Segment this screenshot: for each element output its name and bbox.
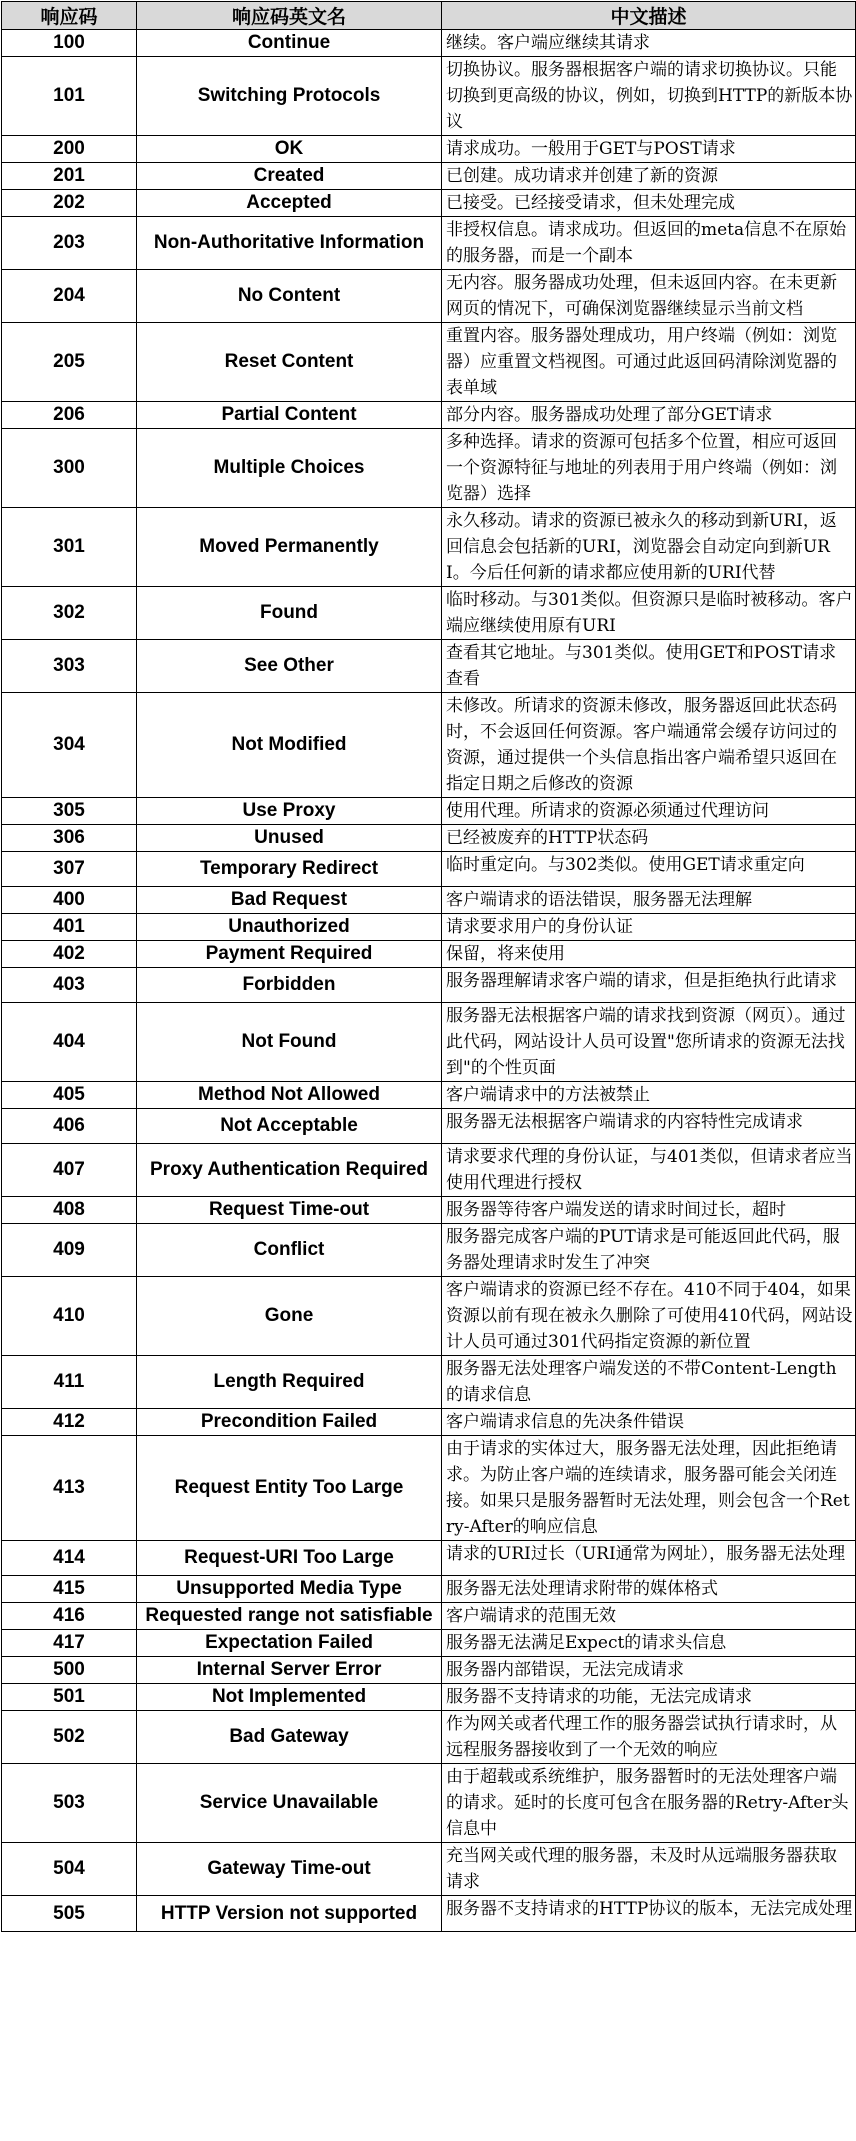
http-status-table <box>1 1 856 1932</box>
table-row <box>2 1436 856 1541</box>
status-code-cell: 411 <box>2 1356 137 1409</box>
status-name-cell: Gateway Time-out <box>137 1843 442 1896</box>
status-name-cell: Request Entity Too Large <box>137 1436 442 1541</box>
status-name-cell: Bad Gateway <box>137 1711 442 1764</box>
status-name-cell: Temporary Redirect <box>137 852 442 887</box>
status-name-cell: Not Implemented <box>137 1684 442 1711</box>
status-description-cell: 服务器无法根据客户端的请求找到资源（网页）。通过此代码，网站设计人员可设置"您所请求的资源无法找到"的个性页面 <box>442 1003 856 1082</box>
status-code-cell: 201 <box>2 163 137 190</box>
status-code-cell: 205 <box>2 323 137 402</box>
table-row <box>2 941 856 968</box>
status-code-cell: 202 <box>2 190 137 217</box>
status-name-cell: Multiple Choices <box>137 429 442 508</box>
status-code-cell: 200 <box>2 136 137 163</box>
status-name-cell: Service Unavailable <box>137 1764 442 1843</box>
status-code-cell: 305 <box>2 798 137 825</box>
status-name-cell: Non-Authoritative Information <box>137 217 442 270</box>
status-name-cell: Requested range not satisfiable <box>137 1603 442 1630</box>
status-code-cell: 402 <box>2 941 137 968</box>
table-row <box>2 402 856 429</box>
status-code-cell: 301 <box>2 508 137 587</box>
status-description-cell: 服务器无法处理客户端发送的不带Content-Length的请求信息 <box>442 1356 856 1409</box>
status-description-cell: 请求成功。一般用于GET与POST请求 <box>442 136 856 163</box>
status-description-cell: 临时移动。与301类似。但资源只是临时被移动。客户端应继续使用原有URI <box>442 587 856 640</box>
status-code-cell: 405 <box>2 1082 137 1109</box>
status-code-cell: 406 <box>2 1109 137 1144</box>
table-row <box>2 1144 856 1197</box>
table-row <box>2 1082 856 1109</box>
status-code-cell: 204 <box>2 270 137 323</box>
table-row <box>2 968 856 1003</box>
status-name-cell: OK <box>137 136 442 163</box>
table-row <box>2 852 856 887</box>
status-description-cell: 由于超载或系统维护，服务器暂时的无法处理客户端的请求。延时的长度可包含在服务器的Retry-After头信息中 <box>442 1764 856 1843</box>
status-code-cell: 500 <box>2 1657 137 1684</box>
status-description-cell: 永久移动。请求的资源已被永久的移动到新URI，返回信息会包括新的URI，浏览器会自动定向到新URI。今后任何新的请求都应使用新的URI代替 <box>442 508 856 587</box>
status-name-cell: Switching Protocols <box>137 57 442 136</box>
header-code: 响应码 <box>2 2 137 30</box>
status-name-cell: Internal Server Error <box>137 1657 442 1684</box>
status-name-cell: Proxy Authentication Required <box>137 1144 442 1197</box>
status-description-cell: 已经被废弃的HTTP状态码 <box>442 825 856 852</box>
status-code-cell: 101 <box>2 57 137 136</box>
status-code-cell: 501 <box>2 1684 137 1711</box>
table-row <box>2 1003 856 1082</box>
status-code-cell: 412 <box>2 1409 137 1436</box>
status-code-cell: 306 <box>2 825 137 852</box>
status-description-cell: 请求要求代理的身份认证，与401类似，但请求者应当使用代理进行授权 <box>442 1144 856 1197</box>
status-code-cell: 403 <box>2 968 137 1003</box>
status-name-cell: Unused <box>137 825 442 852</box>
table-row <box>2 914 856 941</box>
status-code-cell: 414 <box>2 1541 137 1576</box>
status-description-cell: 由于请求的实体过大，服务器无法处理，因此拒绝请求。为防止客户端的连续请求，服务器可能会关闭连接。如果只是服务器暂时无法处理，则会包含一个Retry-After的响应信息 <box>442 1436 856 1541</box>
status-name-cell: Unauthorized <box>137 914 442 941</box>
status-code-cell: 302 <box>2 587 137 640</box>
status-name-cell: Found <box>137 587 442 640</box>
status-name-cell: Unsupported Media Type <box>137 1576 442 1603</box>
status-name-cell: Continue <box>137 30 442 57</box>
table-row <box>2 640 856 693</box>
status-code-cell: 100 <box>2 30 137 57</box>
table-row <box>2 587 856 640</box>
status-code-cell: 304 <box>2 693 137 798</box>
header-row <box>2 2 856 30</box>
header-english-name: 响应码英文名 <box>137 2 442 30</box>
status-code-cell: 408 <box>2 1197 137 1224</box>
status-code-cell: 409 <box>2 1224 137 1277</box>
status-name-cell: Use Proxy <box>137 798 442 825</box>
table-row <box>2 1541 856 1576</box>
status-description-cell: 服务器等待客户端发送的请求时间过长，超时 <box>442 1197 856 1224</box>
table-row <box>2 1630 856 1657</box>
table-row <box>2 1843 856 1896</box>
status-name-cell: No Content <box>137 270 442 323</box>
table-row <box>2 1356 856 1409</box>
status-name-cell: Reset Content <box>137 323 442 402</box>
status-description-cell: 临时重定向。与302类似。使用GET请求重定向 <box>442 852 856 887</box>
status-name-cell: Partial Content <box>137 402 442 429</box>
status-description-cell: 服务器完成客户端的PUT请求是可能返回此代码，服务器处理请求时发生了冲突 <box>442 1224 856 1277</box>
status-description-cell: 保留，将来使用 <box>442 941 856 968</box>
header-chinese-description: 中文描述 <box>442 2 856 30</box>
status-description-cell: 客户端请求的资源已经不存在。410不同于404，如果资源以前有现在被永久删除了可使用410代码，网站设计人员可通过301代码指定资源的新位置 <box>442 1277 856 1356</box>
table-row <box>2 693 856 798</box>
table-row <box>2 1657 856 1684</box>
table-row <box>2 887 856 914</box>
status-name-cell: Payment Required <box>137 941 442 968</box>
status-name-cell: Request Time-out <box>137 1197 442 1224</box>
status-description-cell: 非授权信息。请求成功。但返回的meta信息不在原始的服务器，而是一个副本 <box>442 217 856 270</box>
table-row <box>2 217 856 270</box>
status-description-cell: 作为网关或者代理工作的服务器尝试执行请求时，从远程服务器接收到了一个无效的响应 <box>442 1711 856 1764</box>
status-description-cell: 服务器内部错误，无法完成请求 <box>442 1657 856 1684</box>
status-name-cell: Not Modified <box>137 693 442 798</box>
status-description-cell: 已创建。成功请求并创建了新的资源 <box>442 163 856 190</box>
status-description-cell: 查看其它地址。与301类似。使用GET和POST请求查看 <box>442 640 856 693</box>
table-row <box>2 1711 856 1764</box>
status-code-cell: 307 <box>2 852 137 887</box>
status-name-cell: Accepted <box>137 190 442 217</box>
status-description-cell: 客户端请求的语法错误，服务器无法理解 <box>442 887 856 914</box>
status-code-cell: 407 <box>2 1144 137 1197</box>
status-code-cell: 303 <box>2 640 137 693</box>
status-name-cell: See Other <box>137 640 442 693</box>
status-description-cell: 客户端请求信息的先决条件错误 <box>442 1409 856 1436</box>
status-description-cell: 客户端请求的范围无效 <box>442 1603 856 1630</box>
status-description-cell: 服务器无法满足Expect的请求头信息 <box>442 1630 856 1657</box>
status-code-cell: 502 <box>2 1711 137 1764</box>
status-name-cell: Request-URI Too Large <box>137 1541 442 1576</box>
status-name-cell: HTTP Version not supported <box>137 1896 442 1932</box>
table-row <box>2 1603 856 1630</box>
table-row <box>2 1409 856 1436</box>
table-row <box>2 163 856 190</box>
status-description-cell: 多种选择。请求的资源可包括多个位置，相应可返回一个资源特征与地址的列表用于用户终端（例如：浏览器）选择 <box>442 429 856 508</box>
status-code-cell: 203 <box>2 217 137 270</box>
status-description-cell: 无内容。服务器成功处理，但未返回内容。在未更新网页的情况下，可确保浏览器继续显示当前文档 <box>442 270 856 323</box>
status-code-cell: 504 <box>2 1843 137 1896</box>
table-row <box>2 1224 856 1277</box>
status-description-cell: 请求要求用户的身份认证 <box>442 914 856 941</box>
status-name-cell: Expectation Failed <box>137 1630 442 1657</box>
status-description-cell: 服务器无法处理请求附带的媒体格式 <box>442 1576 856 1603</box>
table-row <box>2 136 856 163</box>
status-code-cell: 415 <box>2 1576 137 1603</box>
status-name-cell: Conflict <box>137 1224 442 1277</box>
status-description-cell: 未修改。所请求的资源未修改，服务器返回此状态码时，不会返回任何资源。客户端通常会缓存访问过的资源，通过提供一个头信息指出客户端希望只返回在指定日期之后修改的资源 <box>442 693 856 798</box>
status-name-cell: Gone <box>137 1277 442 1356</box>
status-name-cell: Forbidden <box>137 968 442 1003</box>
status-description-cell: 服务器不支持请求的HTTP协议的版本，无法完成处理 <box>442 1896 856 1932</box>
table-row <box>2 1896 856 1932</box>
status-description-cell: 充当网关或代理的服务器，未及时从远端服务器获取请求 <box>442 1843 856 1896</box>
table-row <box>2 825 856 852</box>
status-description-cell: 客户端请求中的方法被禁止 <box>442 1082 856 1109</box>
status-code-cell: 206 <box>2 402 137 429</box>
status-code-cell: 410 <box>2 1277 137 1356</box>
table-row <box>2 508 856 587</box>
table-row <box>2 798 856 825</box>
table-row <box>2 1684 856 1711</box>
status-code-cell: 503 <box>2 1764 137 1843</box>
status-code-cell: 416 <box>2 1603 137 1630</box>
status-code-cell: 505 <box>2 1896 137 1932</box>
table-row <box>2 270 856 323</box>
status-code-cell: 300 <box>2 429 137 508</box>
status-name-cell: Not Found <box>137 1003 442 1082</box>
status-description-cell: 部分内容。服务器成功处理了部分GET请求 <box>442 402 856 429</box>
table-row <box>2 429 856 508</box>
status-code-cell: 413 <box>2 1436 137 1541</box>
table-row <box>2 1277 856 1356</box>
status-description-cell: 重置内容。服务器处理成功，用户终端（例如：浏览器）应重置文档视图。可通过此返回码清除浏览器的表单域 <box>442 323 856 402</box>
table-row <box>2 323 856 402</box>
table-row <box>2 30 856 57</box>
status-description-cell: 已接受。已经接受请求，但未处理完成 <box>442 190 856 217</box>
status-name-cell: Precondition Failed <box>137 1409 442 1436</box>
status-name-cell: Bad Request <box>137 887 442 914</box>
status-name-cell: Moved Permanently <box>137 508 442 587</box>
status-description-cell: 服务器理解请求客户端的请求，但是拒绝执行此请求 <box>442 968 856 1003</box>
status-code-cell: 401 <box>2 914 137 941</box>
table-row <box>2 1197 856 1224</box>
table-row <box>2 190 856 217</box>
table-row <box>2 1109 856 1144</box>
status-description-cell: 请求的URI过长（URI通常为网址），服务器无法处理 <box>442 1541 856 1576</box>
status-code-cell: 400 <box>2 887 137 914</box>
status-description-cell: 继续。客户端应继续其请求 <box>442 30 856 57</box>
status-description-cell: 服务器不支持请求的功能，无法完成请求 <box>442 1684 856 1711</box>
status-code-cell: 417 <box>2 1630 137 1657</box>
status-name-cell: Created <box>137 163 442 190</box>
table-row <box>2 1764 856 1843</box>
table-row <box>2 57 856 136</box>
status-description-cell: 服务器无法根据客户端请求的内容特性完成请求 <box>442 1109 856 1144</box>
status-name-cell: Length Required <box>137 1356 442 1409</box>
status-description-cell: 使用代理。所请求的资源必须通过代理访问 <box>442 798 856 825</box>
status-code-cell: 404 <box>2 1003 137 1082</box>
status-name-cell: Method Not Allowed <box>137 1082 442 1109</box>
status-description-cell: 切换协议。服务器根据客户端的请求切换协议。只能切换到更高级的协议，例如，切换到HTTP的新版本协议 <box>442 57 856 136</box>
status-name-cell: Not Acceptable <box>137 1109 442 1144</box>
table-row <box>2 1576 856 1603</box>
